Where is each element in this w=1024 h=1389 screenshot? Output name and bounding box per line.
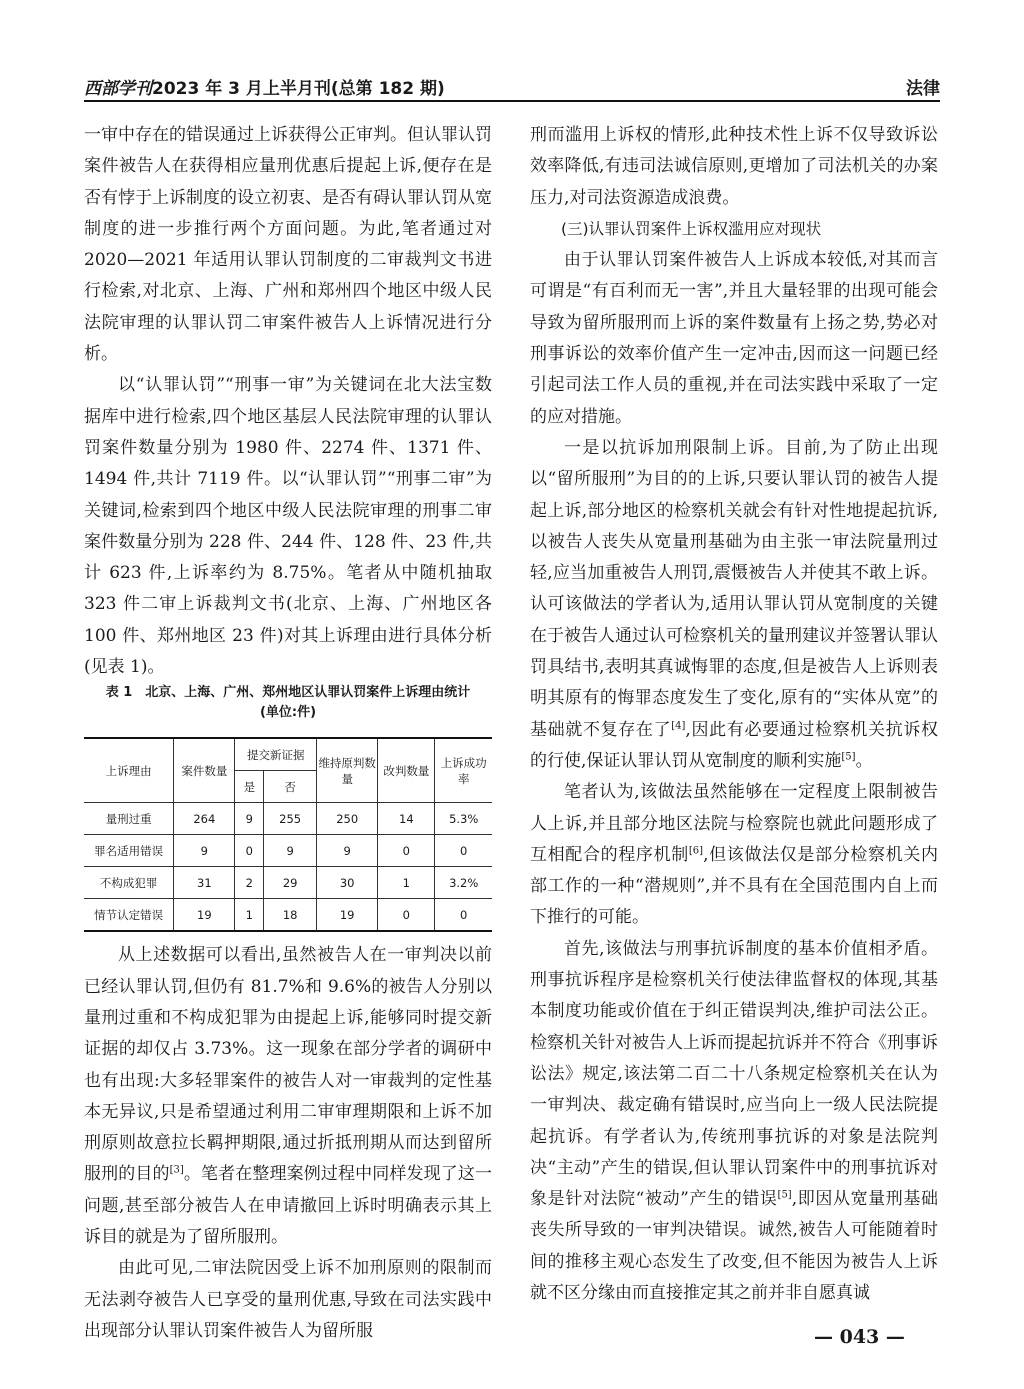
cell-rate: 5.3% bbox=[435, 803, 492, 835]
section-label: 法律 bbox=[906, 79, 940, 99]
citation: [3] bbox=[169, 1164, 184, 1176]
cell-rate: 0 bbox=[435, 835, 492, 867]
paragraph: 一审中存在的错误通过上诉获得公正审判。但认罪认罚案件被告人在获得相应量刑优惠后提起上诉,便存在是否有悖于上诉制度的设立初衷、是否有碍认罪认罚从宽制度的进一步推行两个方面问题。为此,笔者通过对 2020—2021 年适用认罪认罚制度的二审裁判文书进行检索,对北京、上海、广州和郑州四个地区中级人民法院审理的认罪认罚二审案件被告人上诉情况进行分析。 bbox=[84, 125, 492, 365]
issue-info: 2023 年 3 月上半月刊(总第 182 期) bbox=[152, 79, 445, 99]
paragraph bbox=[84, 940, 492, 1253]
cell-no: 29 bbox=[264, 867, 317, 899]
col-header-no: 否 bbox=[264, 771, 317, 803]
col-header-new-evidence: 提交新证据 bbox=[235, 738, 317, 771]
cell-changed: 0 bbox=[378, 835, 435, 867]
paragraph bbox=[530, 433, 938, 777]
cell-yes: 1 bbox=[235, 899, 264, 932]
header-rule bbox=[84, 100, 940, 102]
cell-count: 9 bbox=[174, 835, 235, 867]
cell-reason: 不构成犯罪 bbox=[84, 867, 174, 899]
table-unit: (单位:件) bbox=[259, 705, 317, 721]
cell-count: 264 bbox=[174, 803, 235, 835]
cell-yes: 9 bbox=[235, 803, 264, 835]
cell-reason: 情节认定错误 bbox=[84, 899, 174, 932]
cell-upheld: 9 bbox=[317, 835, 378, 867]
cell-changed: 1 bbox=[378, 867, 435, 899]
paragraph-text: 。笔者在整理案例过程中同样发现了这一问题,甚至部分被告人在申请撤回上诉时明确表示其上诉目的就是为了留所服刑。 bbox=[84, 1164, 493, 1248]
paragraph bbox=[530, 934, 938, 1310]
left-column bbox=[84, 120, 492, 1347]
paragraph-text: ,但该做法仅是部分检察机关内部工作的一种“潜规则”,并不具有在全国范围内自上而下推行的可能。 bbox=[530, 844, 939, 928]
paragraph-text: 笔者认为,该做法虽然能够在一定程度上限制被告人上诉,并且部分地区法院与检察院也就此问题形成了互相配合的程序机制 bbox=[530, 782, 938, 865]
cell-changed: 14 bbox=[378, 803, 435, 835]
cell-yes: 2 bbox=[235, 867, 264, 899]
cell-count: 19 bbox=[174, 899, 235, 932]
cell-rate: 3.2% bbox=[435, 867, 492, 899]
paragraph: 由于认罪认罚案件被告人上诉成本较低,对其而言可谓是“有百利而无一害”,并且大量轻罪的出现可能会导致为留所服刑而上诉的案件数量有上扬之势,势必对刑事诉讼的效率价值产生一定冲击,因而这一问题已经引起司法工作人员的重视,并在司法实践中采取了一定的应对措施。 bbox=[530, 250, 938, 427]
paragraph: 由此可见,二审法院因受上诉不加刑原则的限制而无法剥夺被告人已享受的量刑优惠,导致在司法实践中出现部分认罪认罚案件被告人为留所服 bbox=[84, 1258, 492, 1341]
cell-no: 255 bbox=[264, 803, 317, 835]
col-header-reason: 上诉理由 bbox=[84, 738, 174, 803]
citation: [6] bbox=[688, 845, 704, 857]
appeal-reasons-table bbox=[84, 737, 492, 932]
col-header-upheld: 维持原判数量 bbox=[317, 738, 378, 803]
table-row bbox=[84, 803, 492, 835]
paragraph-text: ,即因从宽量刑基础丧失所导致的一审判决错误。诚然,被告人可能随着时间的推移主观心态发生了改变,但不能因为被告人上诉就不区分缘由而直接推定其之前并非自愿真诚 bbox=[530, 1189, 939, 1303]
cell-no: 9 bbox=[264, 835, 317, 867]
header-journal-issue bbox=[84, 74, 445, 99]
col-header-count: 案件数量 bbox=[174, 738, 235, 803]
table-row bbox=[84, 899, 492, 932]
page-number: — 043 — bbox=[814, 1326, 905, 1348]
cell-upheld: 19 bbox=[317, 899, 378, 932]
cell-rate: 0 bbox=[435, 899, 492, 932]
paragraph-text: ,因此有必要通过检察机关抗诉权的行使,保证认罪认罚从宽制度的顺利实施 bbox=[530, 719, 939, 771]
col-header-yes: 是 bbox=[235, 771, 264, 803]
cell-upheld: 250 bbox=[317, 803, 378, 835]
paragraph: 以“认罪认罚”“刑事一审”为关键词在北大法宝数据库中进行检索,四个地区基层人民法院审理的认罪认罚案件数量分别为 1980 件、2274 件、1371 件、1494 件,共计 7119 件。以“认罪认罚”“刑事二审”为关键词,检索到四个地区中级人民法院审理的刑事二审案件数量分别为 228 件、244 件、128 件、23 件,共计 623 件,上诉率约为 8.75%。笔者从中随机抽取 323 件二审上诉裁判文书(北京、上海、广州地区各 100 件、郑州地区 23 件)对其上诉理由进行具体分析(见表 1)。 bbox=[84, 375, 492, 678]
paragraph: 刑而滥用上诉权的情形,此种技术性上诉不仅导致诉讼效率降低,有违司法诚信原则,更增加了司法机关的办案压力,对司法资源造成浪费。 bbox=[530, 125, 938, 208]
cell-yes: 0 bbox=[235, 835, 264, 867]
cell-reason: 罪名适用错误 bbox=[84, 835, 174, 867]
journal-logo: 西部学刊 bbox=[84, 79, 152, 99]
table-caption: 表 1 北京、上海、广州、郑州地区认罪认罚案件上诉理由统计 bbox=[105, 685, 471, 701]
table-row bbox=[84, 835, 492, 867]
cell-count: 31 bbox=[174, 867, 235, 899]
paragraph-text: 一是以抗诉加刑限制上诉。目前,为了防止出现以“留所服刑”为目的的上诉,只要认罪认罚的被告人提起上诉,部分地区的检察机关就会有针对性地提起抗诉,以被告人丧失从宽量刑基础为由主张一审法院量刑过轻,应当加重被告人刑罚,震慑被告人并使其不敢上诉。认可该做法的学者认为,适用认罪认罚从宽制度的关键在于被告人通过认可检察机关的量刑建议并签署认罪认罚具结书,表明其真诚悔罪的态度,但是被告人上诉则表明其原有的悔罪态度发生了变化,原有的“实体从宽”的基础就不复存在了 bbox=[530, 437, 938, 740]
paragraph-text: 。 bbox=[855, 750, 873, 771]
section-subheading: (三)认罪认罚案件上诉权滥用应对现状 bbox=[561, 219, 822, 238]
citation: [5] bbox=[777, 1189, 792, 1201]
cell-reason: 量刑过重 bbox=[84, 803, 174, 835]
paragraph-text: 首先,该做法与刑事抗诉制度的基本价值相矛盾。刑事抗诉程序是检察机关行使法律监督权的体现,其基本制度功能或价值在于纠正错误判决,维护司法公正。检察机关针对被告人上诉而提起抗诉并不符合《刑事诉讼法》规定,该法第二百二十八条规定检察机关在认为一审判决、裁定确有错误时,应当向上一级人民法院提起抗诉。有学者认为,传统刑事抗诉的对象是法院判决“主动”产生的错误,但认罪认罚案件中的刑事抗诉对象是针对法院“被动”产生的错误 bbox=[530, 938, 938, 1210]
paragraph bbox=[530, 777, 938, 933]
col-header-success-rate: 上诉成功率 bbox=[435, 738, 492, 803]
running-header bbox=[84, 70, 940, 104]
right-column bbox=[530, 120, 938, 1309]
cell-no: 18 bbox=[264, 899, 317, 932]
cell-upheld: 30 bbox=[317, 867, 378, 899]
paragraph-text: 从上述数据可以看出,虽然被告人在一审判决以前已经认罪认罚,但仍有 81.7%和 9.6%的被告人分别以量刑过重和不构成犯罪为由提起上诉,能够同时提交新证据的却仅占 3.73%。这一现象在部分学者的调研中也有出现:大多轻罪案件的被告人对一审裁判的定性基本无异议,只是希望通过利用二审审理期限和上诉不加刑原则故意拉长羁押期限,通过折抵刑期从而达到留所服刑的目的 bbox=[84, 945, 492, 1185]
citation: [5] bbox=[841, 751, 856, 763]
table-row bbox=[84, 867, 492, 899]
cell-changed: 0 bbox=[378, 899, 435, 932]
citation: [4] bbox=[671, 719, 686, 731]
col-header-changed: 改判数量 bbox=[378, 738, 435, 803]
